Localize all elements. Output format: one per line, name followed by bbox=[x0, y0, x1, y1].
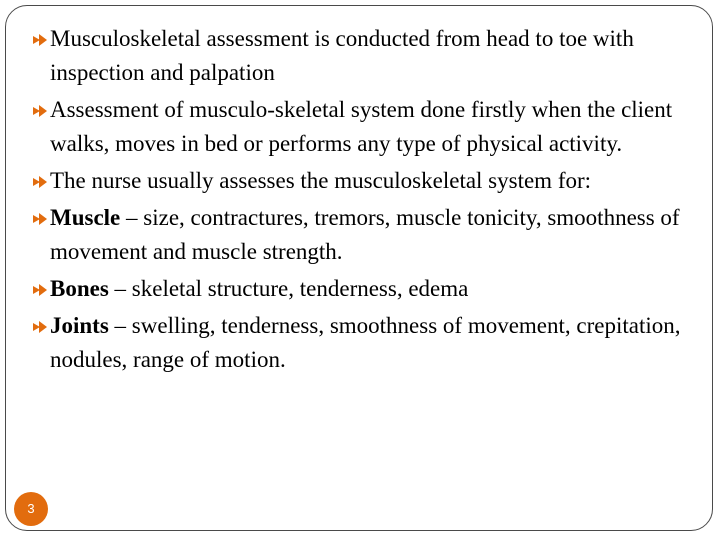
bullet-text: – swelling, tenderness, smoothness of movement, crepitation, nodules, range of motion. bbox=[50, 313, 681, 372]
bullet-term: Joints bbox=[50, 313, 109, 338]
arrow-bullet-icon bbox=[32, 104, 48, 118]
arrow-bullet-icon bbox=[32, 283, 48, 297]
arrow-bullet-icon bbox=[32, 175, 48, 189]
bullet-item bbox=[32, 309, 692, 377]
arrow-bullet-icon bbox=[32, 33, 48, 47]
bullet-term: Muscle bbox=[50, 205, 121, 230]
bullet-text: Musculoskeletal assessment is conducted from head to toe with inspection and palpation bbox=[50, 26, 634, 85]
page-number-badge: 3 bbox=[14, 492, 48, 526]
bullet-item bbox=[32, 201, 692, 269]
bullet-text: Assessment of musculo-skeletal system done firstly when the client walks, moves in bed or performs any type of physical activity. bbox=[50, 97, 673, 156]
bullet-item bbox=[32, 164, 692, 198]
bullet-text: – skeletal structure, tenderness, edema bbox=[108, 276, 469, 301]
bullet-text: – size, contractures, tremors, muscle tonicity, smoothness of movement and muscle strength. bbox=[50, 205, 680, 264]
bullet-item bbox=[32, 22, 692, 90]
bullet-list bbox=[32, 22, 692, 380]
bullet-item bbox=[32, 93, 692, 161]
bullet-text: The nurse usually assesses the musculoskeletal system for: bbox=[50, 168, 592, 193]
arrow-bullet-icon bbox=[32, 320, 48, 334]
bullet-term: Bones bbox=[50, 276, 109, 301]
bullet-item bbox=[32, 272, 692, 306]
arrow-bullet-icon bbox=[32, 212, 48, 226]
